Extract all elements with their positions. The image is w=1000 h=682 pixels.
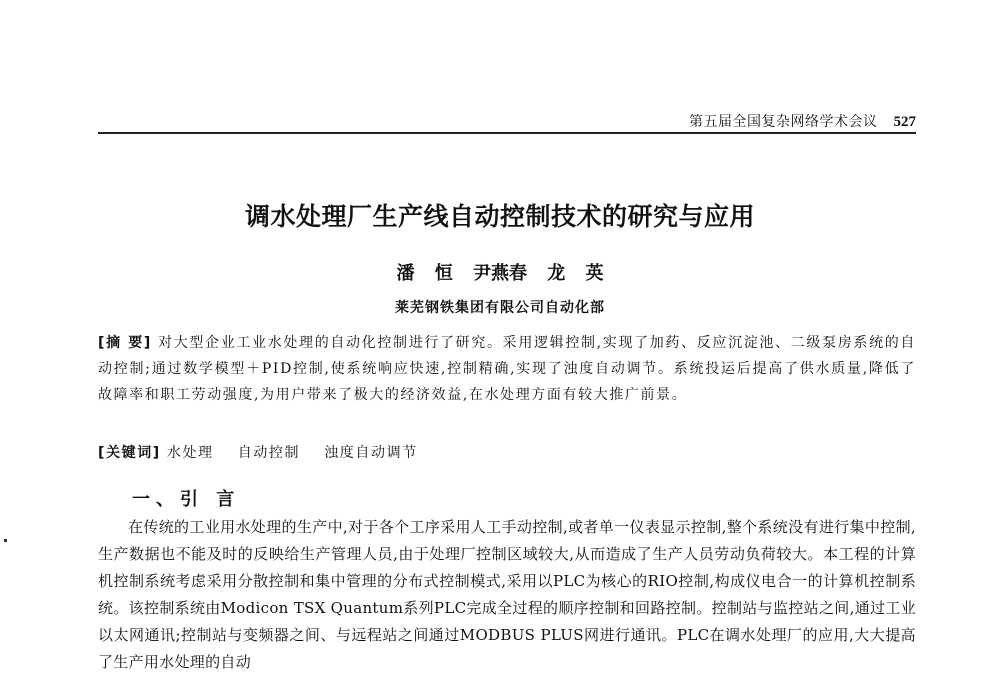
abstract-text: 对大型企业工业水处理的自动化控制进行了研究。采用逻辑控制,实现了加药、反应沉淀池、二级泵房系统的自动控制;通过数学模型＋PID控制,使系统响应快速,控制精确,实现了浊度自动调节。系统投运后提高了供水质量,降低了故障率和职工劳动强度,为用户带来了极大的经济效益,在水处理方面有较大推广前景。	[98, 335, 916, 403]
author-name: 龙 英	[547, 263, 604, 284]
author-name: 潘 恒	[396, 263, 453, 284]
keywords-label: [关键词]	[98, 445, 161, 461]
keyword-item: 水处理	[166, 445, 214, 461]
author-list	[0, 259, 1000, 285]
running-header	[98, 111, 916, 131]
paper-title: 调水处理厂生产线自动控制技术的研究与应用	[244, 202, 755, 231]
page-number: 527	[893, 114, 916, 130]
affiliation: 莱芜钢铁集团有限公司自动化部	[395, 300, 605, 316]
author-name: 尹燕春	[473, 263, 527, 284]
journal-title: 第五届全国复杂网络学术会议	[689, 114, 878, 130]
margin-mark	[4, 539, 7, 542]
section-heading: 一、引 言	[132, 489, 241, 510]
abstract-label: [摘 要]	[98, 335, 152, 351]
abstract	[98, 330, 916, 408]
body-paragraph: 在传统的工业用水处理的生产中,对于各个工序采用人工手动控制,或者单一仪表显示控制,整个系统没有进行集中控制,生产数据也不能及时的反映给生产管理人员,由于处理厂控制区域较大,从而造成了生产人员劳动负荷较大。本工程的计算机控制系统考虑采用分散控制和集中管理的分布式控制模式,采用以PLC为核心的RIO控制,构成仪电合一的计算机控制系统。该控制系统由Modicon TSX Quantum系列PLC完成全过程的顺序控制和回路控制。控制站与监控站之间,通过工业以太网通讯;控制站与变频器之间、与远程站之间通过MODBUS PLUS网进行通讯。PLC在调水处理厂的应用,大大提高了生产用水处理的自动	[98, 518, 916, 671]
keywords	[98, 440, 916, 466]
header-rule	[98, 132, 916, 134]
keyword-item: 自动控制	[237, 445, 301, 461]
keyword-item: 浊度自动调节	[324, 445, 418, 461]
